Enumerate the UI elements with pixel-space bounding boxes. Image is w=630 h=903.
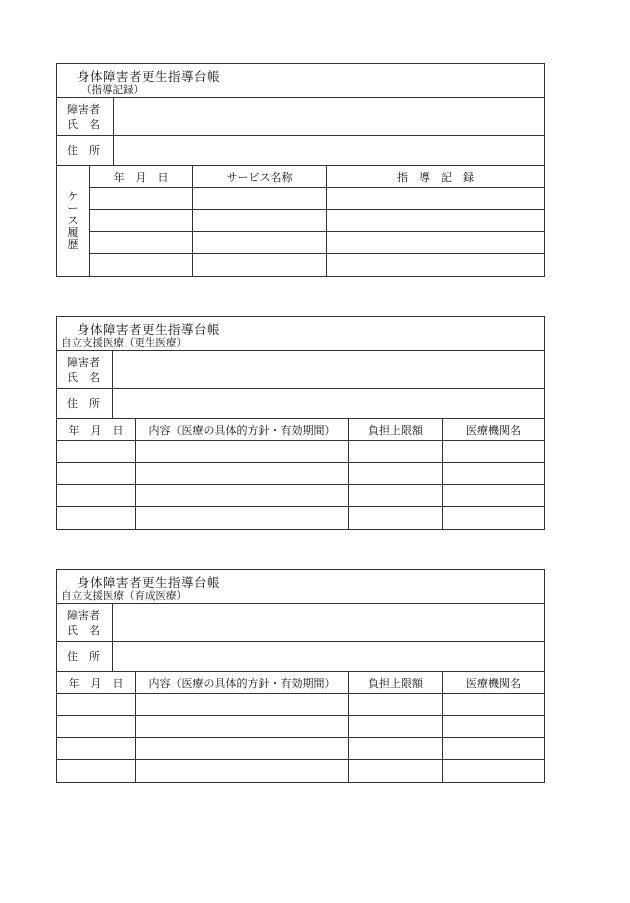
institution-cell[interactable] [443,694,544,715]
column-header-institution: 医療機関名 [466,423,521,437]
column-header-date: 年 月 日 [57,672,136,693]
rehabilitation-medical-form [56,316,545,530]
form-subtitle: 自立支援医療（更生医療） [61,337,187,349]
limit-cell[interactable] [349,738,443,759]
institution-cell[interactable] [443,485,544,506]
date-cell[interactable] [57,485,136,506]
institution-cell[interactable] [443,507,544,529]
form-subtitle: 自立支援医療（育成医療） [61,590,187,602]
institution-cell[interactable] [443,738,544,759]
form-header [57,64,544,98]
name-label: 障害者 氏 名 [57,351,113,388]
column-header-date: 年 月 日 [57,419,136,440]
service-cell[interactable] [193,210,327,231]
name-field[interactable] [113,604,544,641]
institution-cell[interactable] [443,441,544,462]
name-row [57,98,544,136]
form-header [57,317,544,351]
content-cell[interactable] [136,485,349,506]
record-cell[interactable] [327,254,544,276]
column-header-record: 指 導 記 録 [397,170,474,184]
table-row [90,254,544,276]
limit-cell[interactable] [349,463,443,484]
case-history-label: ケ ー ス 履 歴 [57,166,90,276]
content-cell[interactable] [136,507,349,529]
medical-table [57,672,544,782]
address-field[interactable] [113,642,544,671]
table-header-row [57,419,544,441]
medical-table [57,419,544,529]
column-header-date: 年 月 日 [90,166,193,187]
case-history-table [90,166,544,276]
development-medical-form [56,569,545,783]
name-label: 障害者 氏 名 [57,604,113,641]
institution-cell[interactable] [443,760,544,782]
table-row [57,507,544,529]
limit-cell[interactable] [349,485,443,506]
limit-cell[interactable] [349,507,443,529]
table-row [57,694,544,716]
form-subtitle: （指導記録） [81,84,144,96]
content-cell[interactable] [136,441,349,462]
date-cell[interactable] [57,694,136,715]
limit-cell[interactable] [349,716,443,737]
table-row [57,738,544,760]
address-row [57,389,544,419]
form-header [57,570,544,604]
table-header-row [90,166,544,188]
date-cell[interactable] [90,210,193,231]
form-title: 身体障害者更生指導台帳 [77,575,221,590]
date-cell[interactable] [57,441,136,462]
address-label: 住 所 [57,136,114,165]
content-cell[interactable] [136,760,349,782]
address-label: 住 所 [57,389,113,418]
table-row [90,188,544,210]
date-cell[interactable] [90,232,193,253]
date-cell[interactable] [57,716,136,737]
name-label: 障害者 氏 名 [57,98,114,135]
table-row [90,210,544,232]
date-cell[interactable] [57,738,136,759]
name-row [57,604,544,642]
case-history-block [57,166,544,276]
column-header-content: 内容（医療の具体的方針・有効期間） [136,419,349,440]
name-field[interactable] [113,351,544,388]
table-row [57,441,544,463]
institution-cell[interactable] [443,463,544,484]
table-row [90,232,544,254]
column-header-limit: 負担上限額 [349,672,443,693]
date-cell[interactable] [57,463,136,484]
service-cell[interactable] [193,232,327,253]
table-row [57,463,544,485]
date-cell[interactable] [57,507,136,529]
date-cell[interactable] [90,188,193,209]
column-header-service: サービス名称 [193,166,327,187]
column-header-content: 内容（医療の具体的方針・有効期間） [136,672,349,693]
table-header-row [57,672,544,694]
table-row [57,716,544,738]
limit-cell[interactable] [349,694,443,715]
content-cell[interactable] [136,694,349,715]
table-row [57,485,544,507]
column-header-limit: 負担上限額 [349,419,443,440]
table-row [57,760,544,782]
column-header-institution: 医療機関名 [466,676,521,690]
form-title: 身体障害者更生指導台帳 [77,69,221,84]
limit-cell[interactable] [349,441,443,462]
date-cell[interactable] [90,254,193,276]
address-row [57,642,544,672]
address-row [57,136,544,166]
record-cell[interactable] [327,188,544,209]
name-field[interactable] [114,98,544,135]
form-title: 身体障害者更生指導台帳 [77,322,221,337]
address-label: 住 所 [57,642,113,671]
date-cell[interactable] [57,760,136,782]
record-cell[interactable] [327,210,544,231]
name-row [57,351,544,389]
record-cell[interactable] [327,232,544,253]
content-cell[interactable] [136,716,349,737]
content-cell[interactable] [136,463,349,484]
address-field[interactable] [113,389,544,418]
service-cell[interactable] [193,188,327,209]
content-cell[interactable] [136,738,349,759]
address-field[interactable] [114,136,544,165]
service-cell[interactable] [193,254,327,276]
guidance-record-form [56,63,545,277]
institution-cell[interactable] [443,716,544,737]
limit-cell[interactable] [349,760,443,782]
